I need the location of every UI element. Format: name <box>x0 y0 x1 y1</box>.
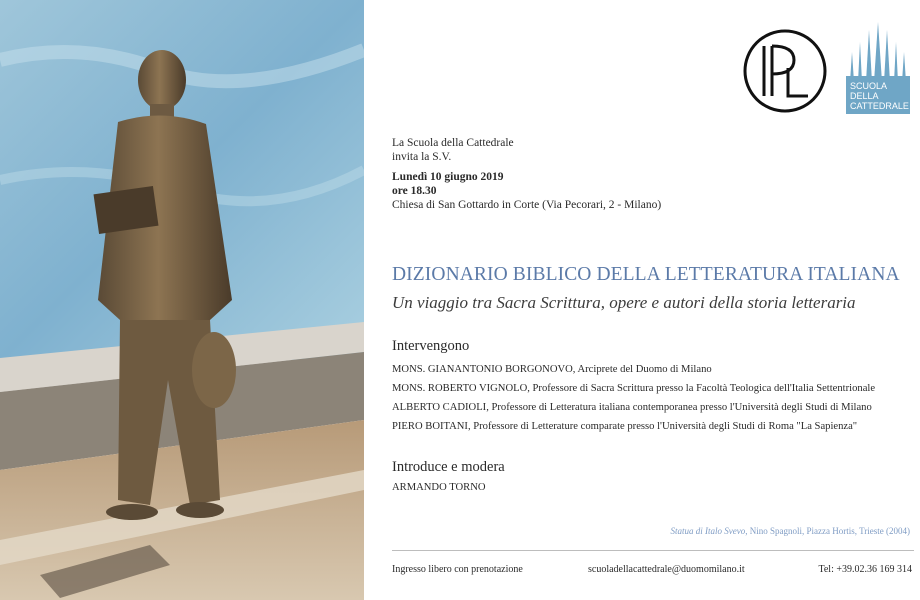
pl-monogram-logo <box>742 28 828 114</box>
event-time: ore 18.30 <box>392 185 437 197</box>
photo-caption: Statua di Italo Svevo, Nino Spagnoli, Piazza Hortis, Trieste (2004) <box>670 526 910 536</box>
logo-text-line-1: SCUOLA <box>850 81 888 91</box>
organizer: La Scuola della Cattedrale <box>392 137 514 149</box>
speaker-item: ALBERTO CADIOLI, Professore di Letteratura italiana contemporanea presso l'Università degli Studi di Milano <box>392 402 872 413</box>
scuola-cattedrale-logo <box>842 22 914 114</box>
moderator-heading: Introduce e modera <box>392 459 505 475</box>
event-date: Lunedì 10 giugno 2019 <box>392 171 504 183</box>
logo-text-line-3: CATTEDRALE <box>850 101 909 111</box>
event-venue: Chiesa di San Gottardo in Corte (Via Pecorari, 2 - Milano) <box>392 199 662 211</box>
invitation-block <box>392 136 661 212</box>
event-title: DIZIONARIO BIBLICO DELLA LETTERATURA ITALIANA <box>392 264 900 285</box>
moderator-name: ARMANDO TORNO <box>392 482 486 493</box>
logo-text-line-2: DELLA <box>850 91 879 101</box>
logos <box>742 22 914 114</box>
invites-line: invita la S.V. <box>392 151 452 163</box>
footer-entry: Ingresso libero con prenotazione <box>392 564 523 575</box>
footer-phone: Tel: +39.02.36 169 314 <box>818 564 912 575</box>
statue-photo <box>0 0 364 600</box>
footer-email[interactable]: scuoladellacattedrale@duomomilano.it <box>588 564 745 575</box>
event-subtitle: Un viaggio tra Sacra Scrittura, opere e autori della storia letteraria <box>392 293 856 312</box>
speakers-list <box>392 360 875 436</box>
speaker-item: MONS. ROBERTO VIGNOLO, Professore di Sacra Scrittura presso la Facoltà Teologica dell'Italia Settentrionale <box>392 383 876 394</box>
speaker-item: MONS. GIANANTONIO BORGONOVO, Arciprete del Duomo di Milano <box>392 364 712 375</box>
footer-divider <box>392 550 914 551</box>
speakers-heading: Intervengono <box>392 338 470 354</box>
speaker-item: PIERO BOITANI, Professore di Letterature comparate presso l'Università degli Studi di Roma "La Sapienza" <box>392 421 858 432</box>
